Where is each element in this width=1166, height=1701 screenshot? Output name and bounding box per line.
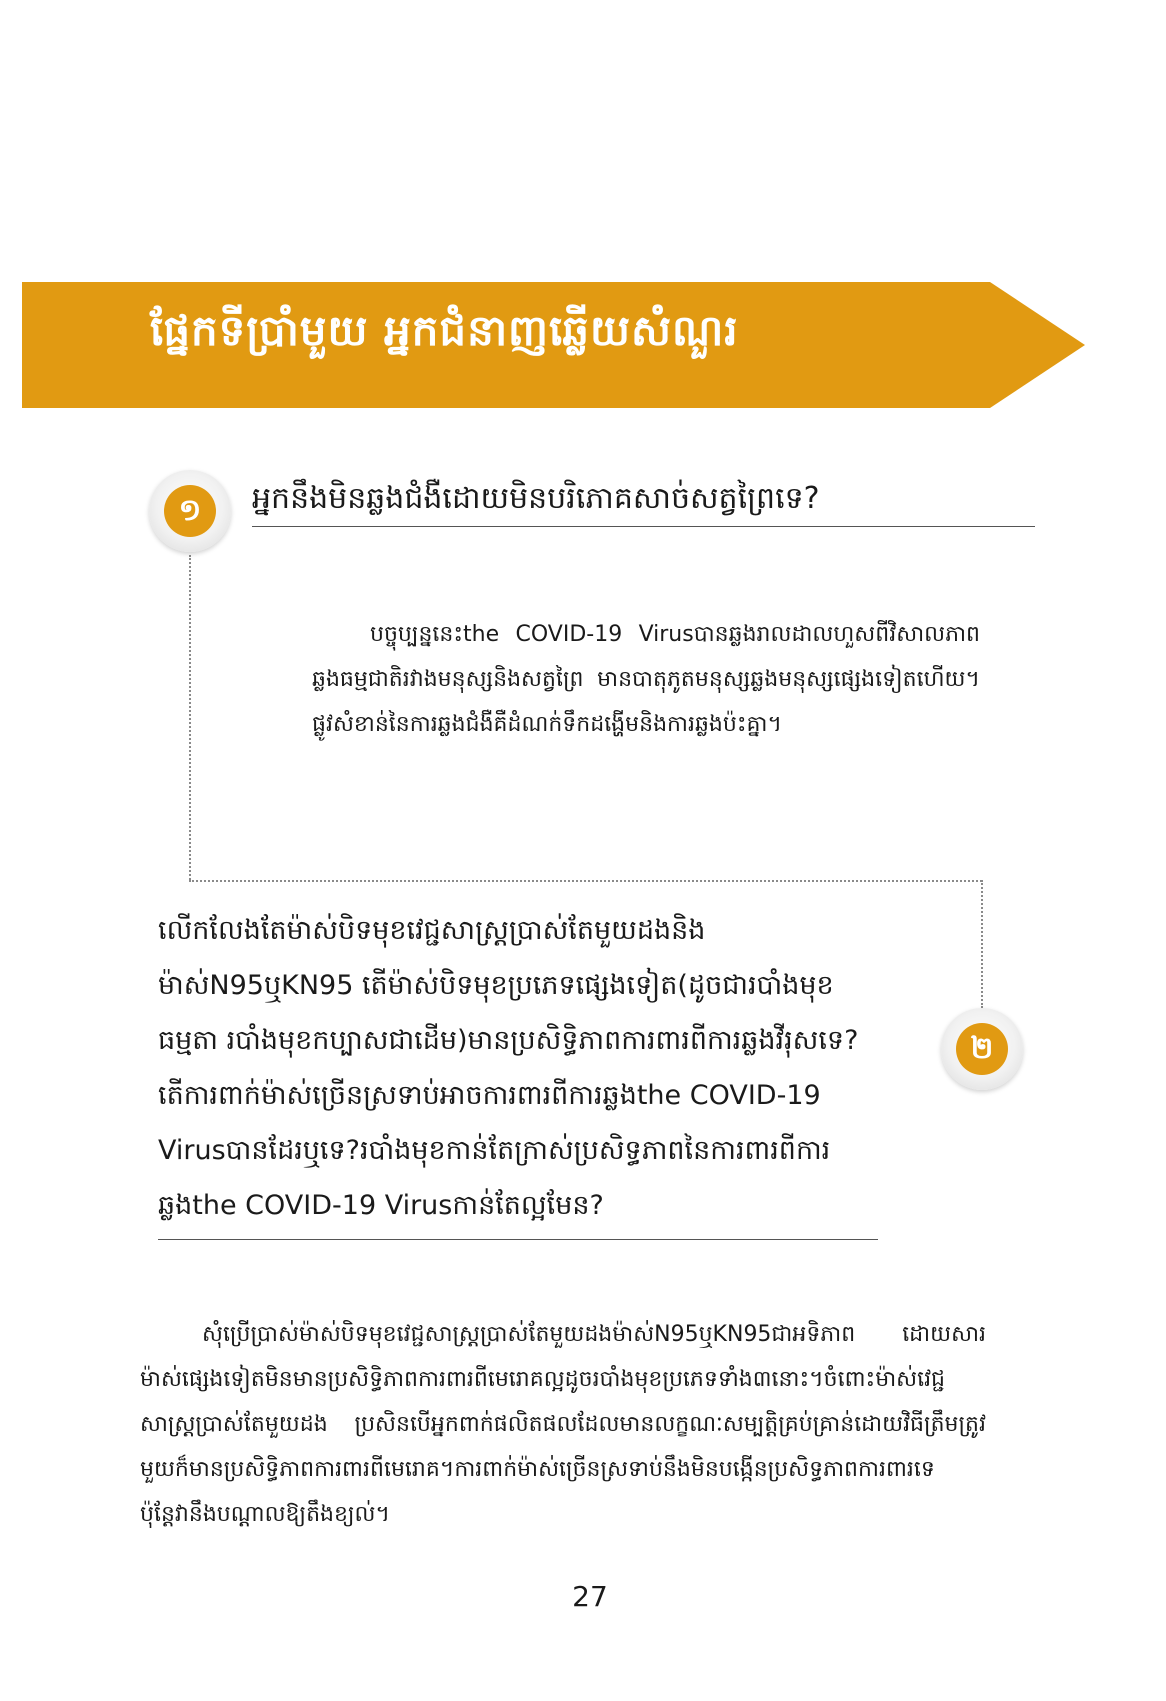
question-1-answer: បច្ចុប្បន្ននេះthe COVID-19 Virusបានឆ្លងរាលដាលហួសពីវិសាលភាពឆ្លងធម្មជាតិរវាងមនុស្សនិងសត្វព្រៃ មានបាតុភូតមនុស្សឆ្លងមនុស្សផ្សេងទៀតហើយ។ផ្លូវសំខាន់នៃការឆ្លងជំងឺគឺដំណក់ទឹកដង្ហើមនិងការឆ្លងប៉ះគ្នា។ [312,622,980,737]
question-1-heading: អ្នកនឹងមិនឆ្លងជំងឺដោយមិនបរិភោគសាច់សត្វព្រៃទេ? [252,474,1035,527]
connector-dotted-line-vertical-right [981,880,983,1008]
section-title: ផ្នែកទីប្រាំមួយ អ្នកជំនាញឆ្លើយសំណួរ [150,306,739,355]
question-number-badge-2 [941,1008,1023,1090]
question-number-1: ១ [164,485,216,537]
page-number: 27 [572,1580,608,1613]
section-banner [22,282,1085,408]
connector-dotted-line-horizontal [189,880,982,882]
question-number-2: ២ [956,1023,1008,1075]
connector-dotted-line-vertical-left [189,555,191,880]
question-2-heading: លើកលែងតែម៉ាស់បិទមុខវេជ្ជសាស្ត្រប្រាស់តែមួយដងនិងម៉ាស់N95ឬKN95 តើម៉ាស់បិទមុខប្រភេទផ្សេងទៀត(ដូចជារបាំងមុខធម្មតា របាំងមុខកប្បាសជាដើម)មានប្រសិទ្ធិភាពការពារពីការឆ្លងវីរុសទេ?តើការពាក់ម៉ាស់ច្រើនស្រទាប់អាចការពារពីការឆ្លងthe COVID-19 Virusបានដែរឬទេ?របាំងមុខកាន់តែក្រាស់ប្រសិទ្ធភាពនៃការពារពីការឆ្លងthe COVID-19 Virusកាន់តែល្អមែន? [158,903,878,1240]
question-number-badge-1 [149,470,231,552]
question-2-answer: សុំប្រើប្រាស់ម៉ាស់បិទមុខវេជ្ជសាស្ត្រប្រាស់តែមួយដងម៉ាស់N95ឬKN95ជាអទិភាព ដោយសារម៉ាស់ផ្សេងទៀតមិនមានប្រសិទ្ធិភាពការពារពីមេរោគល្អដូចរបាំងមុខប្រភេទទាំង៣នោះ។ចំពោះម៉ាស់វេជ្ជសាស្ត្រប្រាស់តែមួយដង ប្រសិនបើអ្នកពាក់ផលិតផលដែលមានលក្ខណៈសម្បត្តិគ្រប់គ្រាន់ដោយវិធីត្រឹមត្រូវ មួយក៏មានប្រសិទ្ធិភាពការពារពីមេរោគ។ការពាក់ម៉ាស់ច្រើនស្រទាប់នឹងមិនបង្កើនប្រសិទ្ធភាពការពារទេ ប៉ុន្តែវានឹងបណ្តាលឱ្យតឹងខ្យល់។ [140,1322,986,1527]
